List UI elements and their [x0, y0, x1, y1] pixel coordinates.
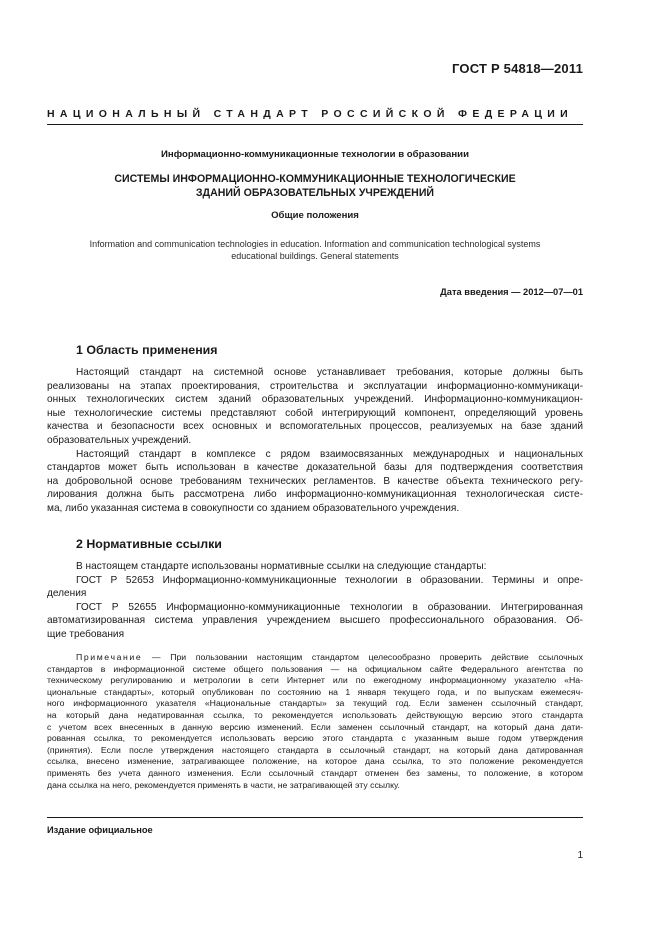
- document-title: [47, 172, 583, 200]
- reference-line: щие требования: [47, 628, 125, 640]
- note-line: ного информационного указателя «Национальные стандарты» за текущий год. Если заменен ссылочный стандарт,: [47, 698, 583, 709]
- reference-line: ГОСТ Р 52653 Информационно-коммуникационные технологии в образовании. Термины и опре-: [76, 574, 583, 586]
- note-text: — При пользовании настоящим стандартом целесообразно проверить действие ссылочных: [142, 652, 583, 662]
- page-number: 1: [577, 850, 583, 861]
- note-line: ссылка, внесено изменение, затрагивающее положение, на которое дана ссылка, то это положение рекомендуется: [47, 756, 583, 767]
- reference-line: ГОСТ Р 52655 Информационно-коммуникационные технологии в образовании. Интегрированная: [76, 601, 583, 613]
- title-line: СИСТЕМЫ ИНФОРМАЦИОННО-КОММУНИКАЦИОННЫЕ ТЕХНОЛОГИЧЕСКИЕ: [114, 173, 516, 185]
- section-body-references: [47, 560, 583, 642]
- section-heading-references: 2 Нормативные ссылки: [76, 537, 222, 551]
- note-line: на который дана недатированная ссылка, то рекомендуется использовать действующую версию этого стандарта: [47, 709, 583, 720]
- paragraph-line: качества и безопасности всех основных и вспомогательных процессов, реализуемых на базе зданий: [47, 421, 583, 433]
- note-line: циональные стандарты», который опубликован по состоянию на 1 января текущего года, и по выпускам ежемесяч-: [47, 686, 583, 697]
- paragraph-line: Настоящий стандарт на системной основе устанавливает требования, которые должны быть: [76, 367, 583, 378]
- english-title-line: Information and communication technologies in education. Information and communication technological systems: [89, 239, 541, 249]
- paragraph-line: на добровольной основе требованиям технических регламентов. В качестве объекта технического регу-: [47, 475, 583, 487]
- paragraph-line: реализованы на этапах проектирования, строительства и эксплуатации информационно-коммуникаци-: [47, 380, 583, 392]
- note-line: рованная ссылка, то рекомендуется использовать версию этого стандарта с указанным выше годом утверждения: [47, 733, 583, 744]
- note-block: [47, 652, 583, 791]
- paragraph-line: Настоящий стандарт в комплексе с рядом взаимосвязанных международных и национальных: [76, 448, 583, 460]
- introduction-date: Дата введения — 2012—07—01: [440, 287, 583, 297]
- note-line: дана ссылка на него, рекомендуется применять в части, не затрагивающей эту ссылку.: [47, 779, 400, 790]
- note-line: (принятия). Если после утверждения настоящего стандарта в ссылочный стандарт, на который дана датированная: [47, 744, 583, 755]
- note-line: стандартов в информационной системе общего пользования — на официальном сайте Федерального агентства по: [47, 663, 583, 674]
- standard-code: ГОСТ Р 54818—2011: [452, 61, 583, 76]
- paragraph-line: лирования должна быть рассмотрена либо информационно-коммуникационная технологическая систе-: [47, 489, 583, 501]
- official-edition-label: Издание официальное: [47, 825, 153, 835]
- paragraph-line: В настоящем стандарте использованы нормативные ссылки на следующие стандарты:: [76, 561, 487, 572]
- document-subtitle: Общие положения: [271, 210, 359, 221]
- reference-line: автоматизированная система управления учреждением высшего профессионального образования. Об-: [47, 615, 583, 627]
- note-label: Примечание: [76, 652, 143, 662]
- note-line: [47, 652, 583, 664]
- paragraph-line: стандартов может быть использован в качестве доказательной базы для подтверждения соответствия: [47, 462, 583, 474]
- paragraph-line: ные технологические системы представляют собой интегрирующий компонент, определяющий уровень: [47, 407, 583, 419]
- english-title: [47, 238, 583, 262]
- english-title-line: educational buildings. General statements: [231, 251, 399, 261]
- national-standard-title: НАЦИОНАЛЬНЫЙ СТАНДАРТ РОССИЙСКОЙ ФЕДЕРАЦИИ: [47, 108, 574, 120]
- reference-line: деления: [47, 588, 87, 600]
- footer-divider: [47, 817, 583, 818]
- note-line: с учетом всех внесенных в данную версию изменений. Если заменен ссылочный стандарт, на который дана дати-: [47, 721, 583, 732]
- header-divider: [47, 124, 583, 125]
- paragraph-line: образовательных учреждений.: [47, 434, 192, 446]
- subject-line: Информационно-коммуникационные технологии в образовании: [161, 149, 469, 160]
- section-body-scope: [47, 366, 583, 516]
- paragraph-line: онных технологических систем зданий образовательных учреждений. Информационно-коммуникацион-: [47, 394, 583, 406]
- note-line: техническому регулированию и метрологии в сети Интернет или по ежегодному информационному указателю «На-: [47, 675, 583, 686]
- title-line: ЗДАНИЙ ОБРАЗОВАТЕЛЬНЫХ УЧРЕЖДЕНИЙ: [195, 187, 435, 199]
- paragraph-line: ма, либо указанная система в совокупности со зданием образовательного учреждения.: [47, 502, 460, 514]
- section-heading-scope: 1 Область применения: [76, 343, 218, 357]
- note-line: применять без учета данного изменения. Если ссылочный стандарт отменен без замены, то положение, в котором: [47, 767, 583, 778]
